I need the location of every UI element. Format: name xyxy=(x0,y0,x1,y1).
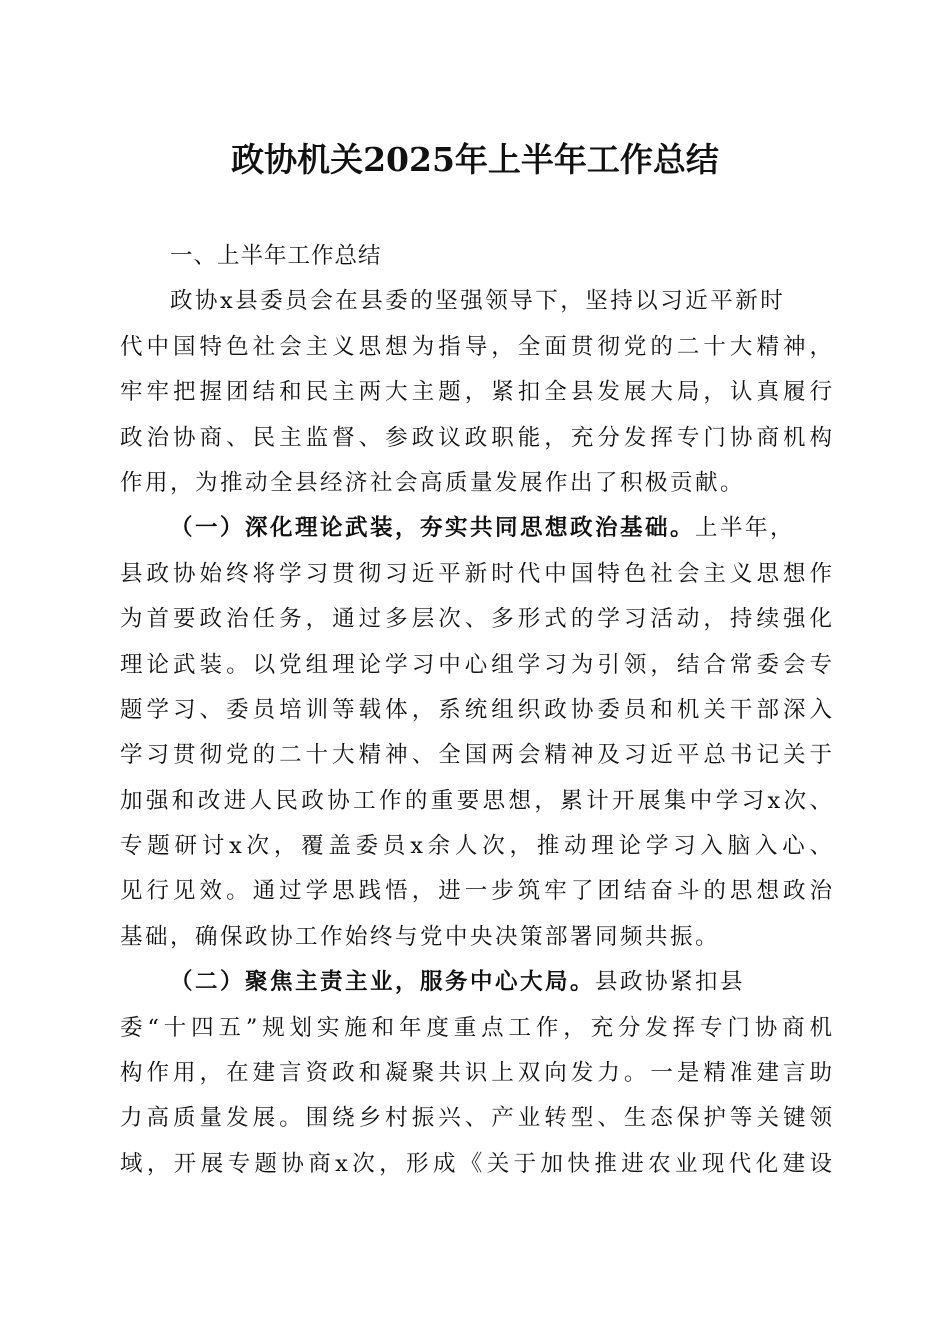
section-heading: 一、上半年工作总结 xyxy=(170,243,382,269)
paragraph-line: 牢牢把握团结和民主两大主题，紧扣全县发展大局，认真履行 xyxy=(120,379,832,406)
paragraph-line: 构作用，在建言资政和凝聚共识上双向发力。一是精准建言助 xyxy=(120,1060,832,1087)
paragraph-line: 题学习、委员培训等载体，系统组织政协委员和机关干部深入 xyxy=(120,696,832,723)
paragraph-line: 政治协商、民主监督、参政议政职能，充分发挥专门协商机构 xyxy=(120,424,832,451)
paragraph-line: 加强和改进人民政协工作的重要思想，累计开展集中学习x次、 xyxy=(120,787,832,814)
paragraph-line: 力高质量发展。围绕乡村振兴、产业转型、生态保护等关键领 xyxy=(120,1105,832,1132)
paragraph-line: 基础，确保政协工作始终与党中央决策部署同频共振。 xyxy=(120,923,721,950)
paragraph-line: 理论武装。以党组理论学习中心组学习为引领，结合常委会专 xyxy=(120,651,832,678)
paragraph-text: 上半年， xyxy=(695,515,796,542)
paragraph-line: 政协x县委员会在县委的坚强领导下，坚持以习近平新时 xyxy=(170,288,786,315)
paragraph-line: 委“十四五”规划实施和年度重点工作，充分发挥专门协商机 xyxy=(120,1014,832,1041)
paragraph-line: 专题研讨x次，覆盖委员x余人次，推动理论学习入脑入心、 xyxy=(120,833,832,860)
paragraph-line: 县政协始终将学习贯彻习近平新时代中国特色社会主义思想作 xyxy=(120,560,832,587)
paragraph-line: 见行见效。通过学思践悟，进一步筑牢了团结奋斗的思想政治 xyxy=(120,878,832,905)
paragraph-line xyxy=(120,960,832,1005)
document-title: 政协机关2025年上半年工作总结 xyxy=(231,140,719,179)
paragraph-line: 学习贯彻党的二十大精神、全国两会精神及习近平总书记关于 xyxy=(120,742,832,769)
paragraph-line xyxy=(120,506,832,551)
paragraph-text: 县政协紧扣县 xyxy=(595,969,746,996)
document-body xyxy=(120,234,832,1187)
subsection-heading: （一）深化理论武装，夯实共同思想政治基础。 xyxy=(170,515,696,542)
paragraph-line: 域，开展专题协商x次，形成《关于加快推进农业现代化建设 xyxy=(120,1150,832,1177)
paragraph-line: 代中国特色社会主义思想为指导，全面贯彻党的二十大精神， xyxy=(120,333,832,360)
subsection-heading: （二）聚焦主责主业，服务中心大局。 xyxy=(170,969,596,996)
paragraph-line: 为首要政治任务，通过多层次、多形式的学习活动，持续强化 xyxy=(120,606,832,633)
paragraph-line: 作用，为推动全县经济社会高质量发展作出了积极贡献。 xyxy=(120,469,746,496)
